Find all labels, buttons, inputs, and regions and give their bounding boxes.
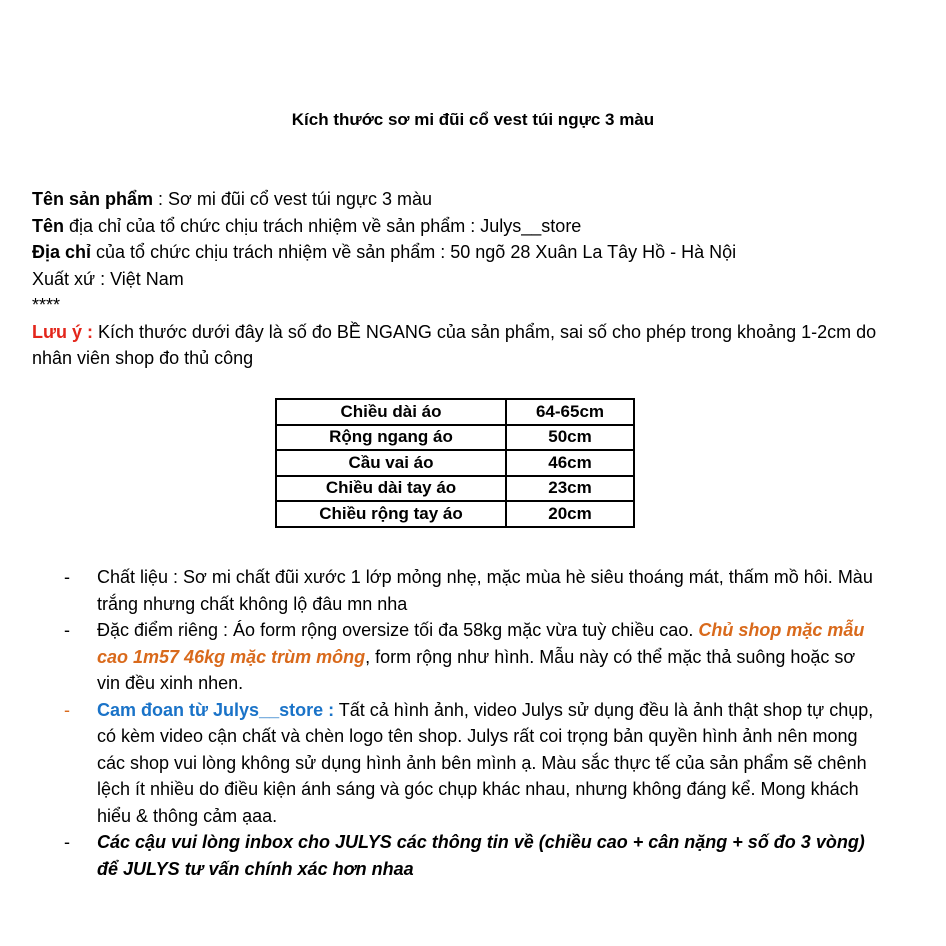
separator-stars: **** bbox=[32, 295, 61, 315]
detail-bullets bbox=[0, 564, 946, 882]
address-row bbox=[32, 239, 892, 266]
inbox-text: Các cậu vui lòng inbox cho JULYS các thông tin về (chiều cao + cân nặng + số đo 3 vòng) để JULYS tư vấn chính xác hơn nhaa bbox=[97, 832, 865, 879]
feature-highlight: Chủ shop mặc mẫu cao 1m57 46kg mặc trùm mông bbox=[97, 620, 865, 667]
commitment-text: Tất cả hình ảnh, video Julys sử dụng đều là ảnh thật shop tự chụp, có kèm video cận chất và chèn logo tên shop. Julys rất coi trọng bản quyền hình ảnh nên mong các shop vui lòng không sử dụng hình ảnh bên mình ạ. Màu sắc thực tế của sản phẩm sẽ chênh lệch ít nhiều do điều kiện ánh sáng và góc chụp khác nhau, nhưng không đáng kể. Mong khách hiểu & thông cảm ạaa. bbox=[97, 699, 874, 826]
size-name: Cầu vai áo bbox=[276, 450, 506, 476]
bullet-dash: - bbox=[64, 620, 70, 640]
note-label: Lưu ý : bbox=[32, 321, 94, 342]
note-value: Kích thước dưới đây là số đo BỀ NGANG của sản phẩm, sai số cho phép trong khoảng 1-2cm do nhân viên shop đo thủ công bbox=[32, 321, 877, 368]
size-name: Chiều rộng tay áo bbox=[276, 501, 506, 527]
list-item-material bbox=[0, 564, 880, 617]
size-value: 50cm bbox=[506, 425, 634, 451]
bullet-dash: - bbox=[64, 567, 70, 587]
bullet-dash: - bbox=[64, 699, 70, 720]
table-row bbox=[276, 399, 634, 425]
product-name-label: Tên sản phẩm bbox=[32, 189, 154, 209]
list-item-commitment bbox=[0, 697, 880, 830]
origin-row: Xuất xứ : Việt Nam bbox=[32, 268, 184, 289]
note-row bbox=[32, 319, 892, 372]
size-table bbox=[275, 398, 635, 528]
material-text: Chất liệu : Sơ mi chất đũi xước 1 lớp mỏng nhẹ, mặc mùa hè siêu thoáng mát, thấm mồ hôi. Màu trắng nhưng chất không lộ đâu mn nha bbox=[97, 567, 873, 614]
feature-text-end: , form rộng như hình. Mẫu này có thể mặc thả suông hoặc sơ vin đều xinh nhen. bbox=[97, 646, 856, 693]
product-info bbox=[32, 186, 892, 372]
address-label: Địa chỉ bbox=[32, 242, 92, 262]
org-name-value: địa chỉ của tổ chức chịu trách nhiệm về sản phẩm : Julys__store bbox=[64, 215, 582, 236]
table-row bbox=[276, 450, 634, 476]
org-name-row bbox=[32, 213, 892, 240]
commitment-label: Cam đoan từ Julys__store : bbox=[97, 699, 335, 720]
product-name-value: : Sơ mi đũi cổ vest túi ngực 3 màu bbox=[153, 189, 432, 209]
bullet-dash: - bbox=[64, 832, 70, 852]
size-value: 20cm bbox=[506, 501, 634, 527]
table-row bbox=[276, 501, 634, 527]
address-value: của tổ chức chịu trách nhiệm về sản phẩm : 50 ngõ 28 Xuân La Tây Hồ - Hà Nội bbox=[91, 242, 737, 262]
table-row bbox=[276, 476, 634, 502]
size-name: Rộng ngang áo bbox=[276, 425, 506, 451]
page-title: Kích thước sơ mi đũi cổ vest túi ngực 3 màu bbox=[291, 110, 655, 129]
org-name-label: Tên bbox=[32, 215, 65, 236]
list-item-inbox bbox=[0, 829, 880, 882]
list-item-feature bbox=[0, 617, 880, 697]
size-value: 23cm bbox=[506, 476, 634, 502]
size-value: 46cm bbox=[506, 450, 634, 476]
feature-text: Đặc điểm riêng : Áo form rộng oversize tối đa 58kg mặc vừa tuỳ chiều cao. bbox=[97, 620, 699, 640]
size-value: 64-65cm bbox=[506, 399, 634, 425]
size-name: Chiều dài tay áo bbox=[276, 476, 506, 502]
size-name: Chiều dài áo bbox=[276, 399, 506, 425]
table-row bbox=[276, 425, 634, 451]
product-name-row bbox=[32, 186, 892, 213]
